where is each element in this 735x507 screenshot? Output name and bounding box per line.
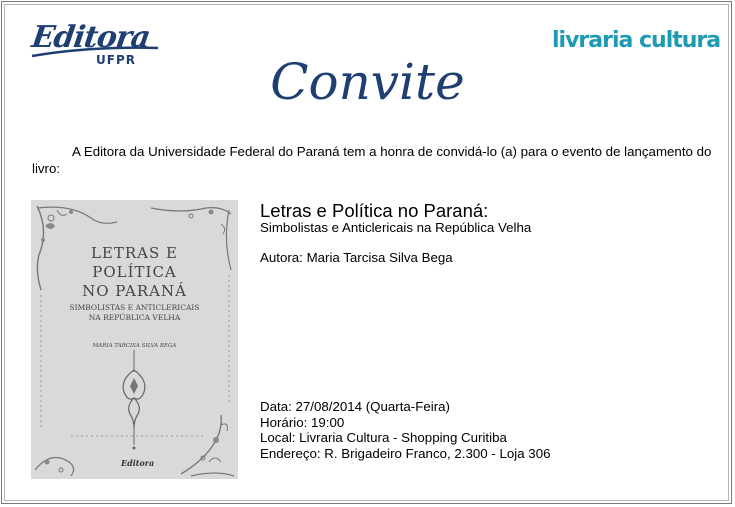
book-author: Autora: Maria Tarcisa Silva Bega: [260, 250, 453, 265]
cover-title-line: NO PARANÁ: [82, 282, 187, 300]
cover-title-line: LETRAS E: [90, 244, 179, 262]
cover-title: [31, 244, 238, 301]
book-cover-image: [31, 200, 238, 479]
livraria-cultura-logo: livraria cultura: [552, 28, 721, 53]
editora-logo-ufpr: UFPR: [96, 53, 136, 67]
book-title: Letras e Política no Paraná:: [260, 200, 489, 221]
page-title: Convite: [270, 53, 465, 111]
intro-paragraph: A Editora da Universidade Federal do Paraná tem a honra de convidá-lo (a) para o evento de lançamento do livro:: [32, 144, 712, 176]
cover-subtitle: [31, 303, 238, 323]
book-subtitle: Simbolistas e Anticlericais na República Velha: [260, 220, 532, 235]
event-time: Horário: 19:00: [260, 414, 345, 430]
cover-subtitle-line: NA REPÚBLICA VELHA: [88, 313, 181, 322]
cover-author: MARIA TARCISA SILVA BEGA: [92, 343, 177, 349]
cover-subtitle-line: SIMBOLISTAS E ANTICLERICAIS: [69, 303, 200, 312]
cover-publisher: Editora: [121, 458, 155, 468]
event-details: [260, 399, 551, 461]
editora-logo-word: Editora: [29, 20, 152, 55]
event-place: Local: Livraria Cultura - Shopping Curitiba: [260, 430, 507, 445]
cover-title-line: POLÍTICA: [92, 263, 177, 281]
event-date: Data: 27/08/2014 (Quarta-Feira): [260, 399, 450, 414]
event-address: Endereço: R. Brigadeiro Franco, 2.300 - Loja 306: [260, 445, 551, 461]
cover-ornaments-icon: [31, 200, 238, 479]
